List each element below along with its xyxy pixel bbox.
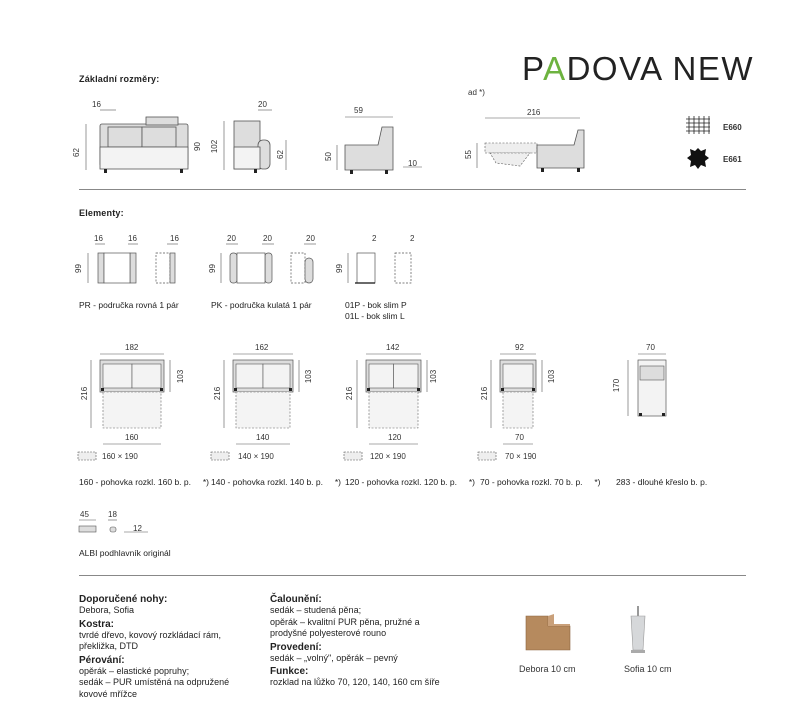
upholstery-text-2: opěrák – kvalitní PUR pěna, pružné a bbox=[270, 616, 420, 627]
sofa-120-mattress: 120 × 190 bbox=[370, 452, 406, 461]
leather-code: E661 bbox=[723, 155, 742, 164]
sofa-140-mattress: 140 × 190 bbox=[238, 452, 274, 461]
pk-label: PK - područka kulatá 1 pár bbox=[211, 300, 312, 310]
function-heading: Funkce: bbox=[270, 666, 309, 677]
slim-label-l: 01L - bok slim L bbox=[345, 311, 405, 321]
sofa-160-top: 182 bbox=[125, 343, 139, 352]
sofia-leg-image bbox=[626, 606, 650, 656]
albi-width2: 18 bbox=[108, 510, 117, 519]
spring-text-2: sedák – PUR umístěná na odpružené bbox=[79, 677, 230, 687]
front-width-label: 16 bbox=[92, 100, 101, 109]
sofa-140-seat: 103 bbox=[304, 369, 314, 384]
upholstery-text-1: sedák – studená pěna; bbox=[270, 605, 362, 615]
upholstery-heading: Čalounění: bbox=[270, 594, 322, 605]
frame-heading: Kostra: bbox=[79, 618, 115, 630]
sofa-140-top: 162 bbox=[255, 343, 269, 352]
bed-width-label: 216 bbox=[527, 108, 541, 117]
sofa-70-bottom: 70 bbox=[515, 433, 524, 442]
bed-note-label: ad *) bbox=[468, 88, 485, 97]
pr-label: PR - područka rovná 1 pár bbox=[79, 300, 179, 310]
section-elements: Elementy: bbox=[79, 208, 124, 218]
debora-caption: Debora 10 cm bbox=[519, 664, 576, 674]
chair-label: 283 - dlouhé křeslo b. p. bbox=[616, 477, 708, 487]
sofa-140-label: 140 - pohovka rozkl. 140 b. p. *) bbox=[211, 477, 341, 487]
albi-height: 12 bbox=[133, 524, 142, 533]
side-height-1-label: 90 bbox=[192, 142, 202, 151]
divider-2 bbox=[79, 575, 746, 576]
pk-height: 99 bbox=[207, 264, 217, 273]
debora-leg-image bbox=[524, 612, 574, 652]
frame-text-2: překližka, DTD bbox=[79, 641, 139, 651]
info-column-1 bbox=[79, 594, 259, 700]
pr-dim-1: 16 bbox=[94, 234, 103, 243]
execution-heading: Provedení: bbox=[270, 641, 322, 653]
sofa-140-depth: 216 bbox=[213, 386, 223, 401]
sofa-70-depth: 216 bbox=[480, 386, 490, 401]
front-height-label: 62 bbox=[71, 148, 81, 157]
profile-width-label: 59 bbox=[354, 106, 363, 115]
sofa-160-seat: 103 bbox=[176, 369, 186, 384]
sofa-120-depth: 216 bbox=[345, 386, 355, 401]
chair-depth: 170 bbox=[612, 378, 622, 393]
fabric-code: E660 bbox=[723, 123, 742, 132]
sofa-160-label: 160 - pohovka rozkl. 160 b. p. *) bbox=[79, 477, 209, 487]
sofa-120-top: 142 bbox=[386, 343, 400, 352]
function-text: rozklad na lůžko 70, 120, 140, 160 cm šíře bbox=[270, 677, 440, 687]
side-height-3-label: 62 bbox=[275, 150, 285, 159]
sofa-140-bottom: 140 bbox=[256, 433, 270, 442]
pk-dim-1: 20 bbox=[227, 234, 236, 243]
sofa-160-bottom: 160 bbox=[125, 433, 139, 442]
slim-dim-1: 2 bbox=[372, 234, 377, 243]
slim-label-p: 01P - bok slim P bbox=[345, 300, 407, 310]
profile-height-label: 50 bbox=[323, 152, 333, 161]
albi-label: ALBI podhlavník originál bbox=[79, 548, 171, 558]
sofia-caption: Sofia 10 cm bbox=[624, 664, 672, 674]
execution-text: sedák – „volný", opěrák – pevný bbox=[270, 652, 398, 663]
brand-title: PADOVA NEW bbox=[522, 50, 754, 87]
pr-dim-3: 16 bbox=[170, 234, 179, 243]
spring-text-1: opěrák – elastické popruhy; bbox=[79, 665, 190, 676]
sofa-70-mattress: 70 × 190 bbox=[505, 452, 537, 461]
sofa-120-seat: 103 bbox=[429, 369, 439, 384]
pk-dim-3: 20 bbox=[306, 234, 315, 243]
sofa-70-label: 70 - pohovka rozkl. 70 b. p. *) bbox=[480, 477, 601, 487]
section-basic-dimensions: Základní rozměry: bbox=[79, 74, 160, 84]
legs-heading: Doporučené nohy: bbox=[79, 594, 168, 605]
frame-text-1: tvrdé dřevo, kovový rozkládací rám, bbox=[79, 629, 222, 640]
spring-heading: Pérování: bbox=[79, 654, 125, 666]
chair-top: 70 bbox=[646, 343, 655, 352]
profile-foot-label: 10 bbox=[408, 159, 417, 168]
sofa-70-top: 92 bbox=[515, 343, 524, 352]
pr-height: 99 bbox=[73, 264, 83, 273]
sofa-120-label: 120 - pohovka rozkl. 120 b. p. *) bbox=[345, 477, 475, 487]
sofa-120-bottom: 120 bbox=[388, 433, 402, 442]
spring-text-3: kovové mřížce bbox=[79, 688, 138, 699]
albi-width: 45 bbox=[80, 510, 89, 519]
legs-text: Debora, Sofia bbox=[79, 605, 135, 615]
pr-dim-2: 16 bbox=[128, 234, 137, 243]
sofa-160-depth: 216 bbox=[80, 386, 90, 401]
sofa-70-seat: 103 bbox=[547, 369, 557, 384]
bed-height-label: 55 bbox=[463, 150, 473, 159]
slim-height: 99 bbox=[334, 264, 344, 273]
side-height-2-label: 102 bbox=[210, 139, 220, 154]
pk-dim-2: 20 bbox=[263, 234, 272, 243]
info-column-2 bbox=[270, 594, 470, 689]
slim-dim-2: 2 bbox=[410, 234, 415, 243]
side-width-label: 20 bbox=[258, 100, 267, 109]
sofa-160-mattress: 160 × 190 bbox=[102, 452, 138, 461]
upholstery-text-3: prodyšné polyesterové rouno bbox=[270, 628, 387, 638]
